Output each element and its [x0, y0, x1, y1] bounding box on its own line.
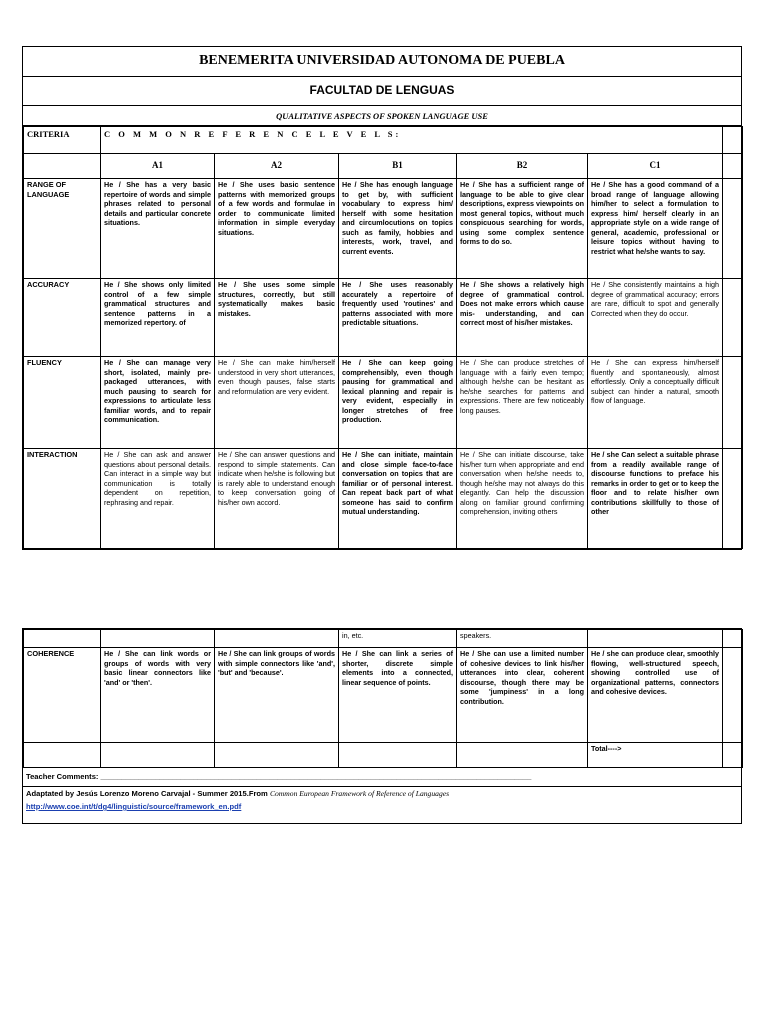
framework-link[interactable]: http://www.coe.int/t/dg4/linguistic/source/framework_en.pdf	[26, 802, 242, 811]
table-row-coherence	[24, 648, 743, 743]
levels-header: C O M M O N R E F E R E N C E L E V E L S:	[101, 127, 723, 154]
descriptor-cell: He / She has a sufficient range of language to be able to give clear descriptions, express viewpoints on most general topics, without much conspicuous searching for words, using some complex sentence forms to do so.	[457, 179, 588, 279]
rubric-table	[23, 126, 743, 549]
descriptor-cell: He / she Can select a suitable phrase from a readily available range of discourse functions to preface his remarks in order to get or to keep the floor and to relate his/her own contributions skillfully to those of other	[588, 449, 723, 549]
blank-cell	[723, 179, 743, 279]
attribution	[23, 788, 741, 800]
assessment-rubric-page2	[22, 628, 742, 824]
blank-cell	[723, 279, 743, 357]
descriptor-cell: He / She can ask and answer questions about personal details. Can interact in a simple way but communication is totally dependent on repetition, rephrasing and repair.	[101, 449, 215, 549]
total-row	[24, 743, 743, 768]
criterion-label: FLUENCY	[24, 357, 101, 449]
level-b1: B1	[339, 154, 457, 179]
blank-cell	[723, 630, 743, 648]
criterion-label: COHERENCE	[24, 648, 101, 743]
descriptor-cell: He / She can produce stretches of language with a fairly even tempo; although he/she can be hesitant as he/she searches for patterns and expressions. There are few noticeably long pauses.	[457, 357, 588, 449]
assessment-rubric-page1	[22, 46, 742, 550]
descriptor-cell: He / She has a very basic repertoire of words and simple phrases related to personal details and particular concrete situations.	[101, 179, 215, 279]
table-row-interaction	[24, 449, 743, 549]
descriptor-cell: He / she can produce clear, smoothly flowing, well-structured speech, showing controlled use of organizational patterns, connectors and cohesive devices.	[588, 648, 723, 743]
total-label: Total---->	[588, 743, 723, 768]
descriptor-cell: He / She can initiate, maintain and close simple face-to-face conversation on topics that are familiar or of personal interest. Can repeat back part of what someone has said to confirm mutual understanding.	[339, 449, 457, 549]
descriptor-cell: He / She can answer questions and respond to simple statements. Can indicate when he/she is following but is rarely able to understand enough to keep conversation going of his/her own accord.	[215, 449, 339, 549]
descriptor-cell: He / She can initiate discourse, take his/her turn when appropriate and end conversation when he/she needs to, though he/she may not always do this elegantly. Can help the discussion along on familiar ground confirming comprehension, inviting others	[457, 449, 588, 549]
blank-cell	[723, 357, 743, 449]
blank-cell	[723, 648, 743, 743]
blank-cell	[723, 127, 743, 154]
blank-cell	[101, 743, 215, 768]
level-c1: C1	[588, 154, 723, 179]
university-title: BENEMERITA UNIVERSIDAD AUTONOMA DE PUEBLA	[23, 47, 741, 77]
levels-row	[24, 154, 743, 179]
teacher-comments-field[interactable]: Teacher Comments: ______________________________________________________________________________________________________	[23, 768, 741, 787]
table-row-accuracy	[24, 279, 743, 357]
descriptor-cell: He / She can link groups of words with simple connectors like 'and', 'but' and 'because'.	[215, 648, 339, 743]
continuation-cell: speakers.	[457, 630, 588, 648]
blank-cell	[215, 743, 339, 768]
descriptor-cell: He / She can link words or groups of words with very basic linear connectors like 'and' or 'then'.	[101, 648, 215, 743]
descriptor-cell: He / She shows a relatively high degree of grammatical control. Does not make errors which cause mis- understanding, and can correct most of his/her mistakes.	[457, 279, 588, 357]
rubric-subtitle: QUALITATIVE ASPECTS OF SPOKEN LANGUAGE USE	[23, 106, 741, 126]
blank-cell	[339, 743, 457, 768]
attribution-text: Adaptated by Jesús Lorenzo Moreno Carvajal - Summer 2015.From	[26, 789, 268, 798]
blank-cell	[24, 154, 101, 179]
total-score-cell[interactable]	[723, 743, 743, 768]
faculty-title: FACULTAD DE LENGUAS	[23, 77, 741, 106]
blank-cell	[457, 743, 588, 768]
level-a2: A2	[215, 154, 339, 179]
table-row-fluency	[24, 357, 743, 449]
descriptor-cell: He / She can link a series of shorter, discrete simple elements into a connected, linear sequence of points.	[339, 648, 457, 743]
criteria-header: CRITERIA	[24, 127, 101, 154]
descriptor-cell: He / She can make him/herself understood in very short utterances, even though pauses, false starts and reformulation are very evident.	[215, 357, 339, 449]
continuation-cell	[24, 630, 101, 648]
descriptor-cell: He / She can express him/herself fluently and spontaneously, almost effortlessly. Only a conceptually difficult subject can hinder a natural, smooth flow of language.	[588, 357, 723, 449]
attribution-source: Common European Framework of Reference of Languages	[269, 789, 450, 798]
continuation-cell	[215, 630, 339, 648]
continuation-cell: in, etc.	[339, 630, 457, 648]
descriptor-cell: He / She consistently maintains a high degree of grammatical accuracy; errors are rare, difficult to spot and generally Corrected when they do occur.	[588, 279, 723, 357]
continuation-row	[24, 630, 743, 648]
descriptor-cell: He / She uses some simple structures, correctly, but still systematically makes basic mistakes.	[215, 279, 339, 357]
descriptor-cell: He / She uses basic sentence patterns with memorized groups of a few words and formulae in order to communicate limited information in simple everyday situations.	[215, 179, 339, 279]
criterion-label: INTERACTION	[24, 449, 101, 549]
descriptor-cell: He / She shows only limited control of a few simple grammatical structures and sentence patterns in a memorized repertory. of	[101, 279, 215, 357]
blank-cell	[24, 743, 101, 768]
descriptor-cell: He / She uses reasonably accurately a repertoire of frequently used 'routines' and patterns associated with more predictable situations.	[339, 279, 457, 357]
descriptor-cell: He / She has a good command of a broad range of language allowing him/her to select a formulation to express him/ herself clearly in an appropriate style on a wide range of general, academic, professional or leisure topics without having to restrict what he/she wants to say.	[588, 179, 723, 279]
rubric-table-continued	[23, 629, 743, 768]
descriptor-cell: He / She can keep going comprehensibly, even though pausing for grammatical and lexical planning and repair is very evident, especially in longer stretches of free production.	[339, 357, 457, 449]
descriptor-cell: He / She can manage very short, isolated, mainly pre-packaged utterances, with much pausing to search for expressions to articulate less familiar words, and to repair communication.	[101, 357, 215, 449]
criterion-label: RANGE OF LANGUAGE	[24, 179, 101, 279]
blank-cell	[723, 449, 743, 549]
level-a1: A1	[101, 154, 215, 179]
descriptor-cell: He / She has enough language to get by, with sufficient vocabulary to express him/ herself with some hesitation and circumlocutions on topics such as family, hobbies and interests, work, travel, and current events.	[339, 179, 457, 279]
continuation-cell	[588, 630, 723, 648]
criterion-label: ACCURACY	[24, 279, 101, 357]
continuation-cell	[101, 630, 215, 648]
table-row-range	[24, 179, 743, 279]
table-header-row	[24, 127, 743, 154]
level-b2: B2	[457, 154, 588, 179]
descriptor-cell: He / She can use a limited number of cohesive devices to link his/her utterances into clear, coherent discourse, though there may be some 'jumpiness' in a long contribution.	[457, 648, 588, 743]
blank-cell	[723, 154, 743, 179]
